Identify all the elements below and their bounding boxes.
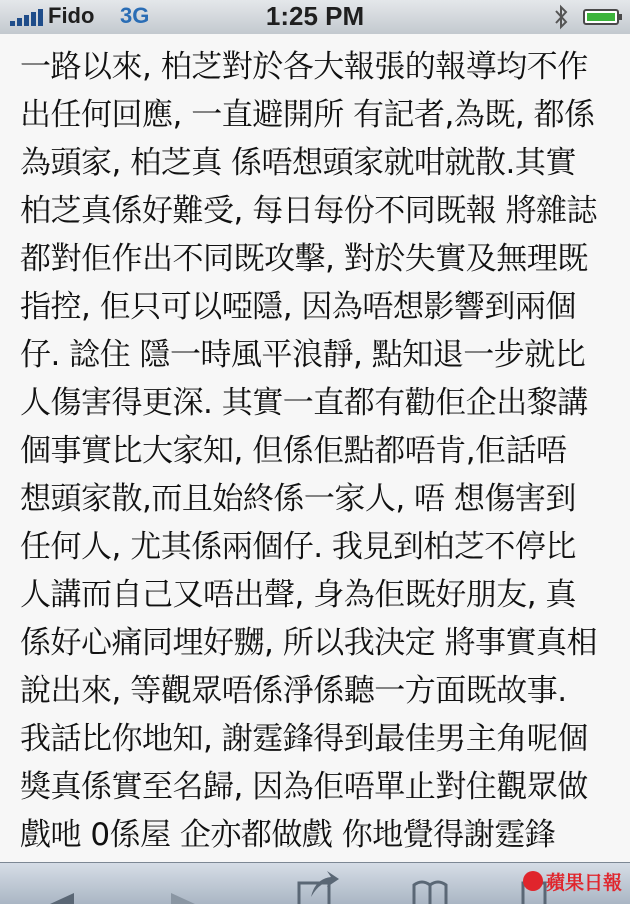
network-type: 3G <box>120 3 150 28</box>
article-line: 都對佢作出不同既攻擊, 對於失實及無理既 <box>20 241 588 277</box>
article-line: 獎真係實至名歸, 因為佢唔單止對住觀眾做 <box>20 769 588 805</box>
forward-arrow-icon[interactable] <box>155 863 215 904</box>
article-line: 人講而自己又唔出聲, 身為佢既好朋友, 真 <box>20 577 576 613</box>
carrier-name: Fido <box>48 3 95 28</box>
article-line: 指控, 佢只可以啞隱, 因為唔想影響到兩個 <box>20 289 576 325</box>
article-line: 戲吔 0係屋 企亦都做戲 你地覺得謝霆鋒 <box>20 817 556 853</box>
status-time: 1:25 PM <box>265 1 365 31</box>
article-content[interactable] <box>0 34 630 862</box>
article-line: 人傷害得更深. 其實一直都有勸佢企出黎講 <box>20 385 588 421</box>
bluetooth-icon <box>553 4 569 30</box>
share-icon[interactable] <box>285 863 345 904</box>
article-line: 為頭家, 柏芝真 係唔想頭家就咁就散.其實 <box>20 145 576 181</box>
article-line: 說出來, 等觀眾唔係淨係聽一方面既故事. <box>20 673 567 709</box>
bookmarks-icon[interactable] <box>400 863 460 904</box>
apple-logo-icon <box>523 871 543 891</box>
article-line: 想頭家散,而且始終係一家人, 唔 想傷害到 <box>20 481 576 517</box>
article-line: 出任何回應, 一直避開所 有記者,為既, 都係 <box>20 97 595 133</box>
battery-icon <box>583 9 619 25</box>
status-bar <box>0 0 630 35</box>
article-line: 柏芝真係好難受, 每日每份不同既報 將雜誌 <box>20 193 598 229</box>
article-line: 個事實比大家知, 但係佢點都唔肯,佢話唔 <box>20 433 567 469</box>
apple-daily-watermark <box>523 866 622 896</box>
article-line: 係好心痛同埋好嬲, 所以我決定 將事實真相 <box>20 625 598 661</box>
watermark-text: 蘋果日報 <box>545 871 622 894</box>
article-line: 任何人, 尤其係兩個仔. 我見到柏芝不停比 <box>20 529 576 565</box>
article-line: 我話比你地知, 謝霆鋒得到最佳男主角呢個 <box>20 721 588 757</box>
article-line: 一路以來, 柏芝對於各大報張的報導均不作 <box>20 49 588 85</box>
article-line: 仔. 諗住 隱一時風平浪靜, 點知退一步就比 <box>20 337 586 373</box>
back-arrow-icon[interactable] <box>30 863 90 904</box>
